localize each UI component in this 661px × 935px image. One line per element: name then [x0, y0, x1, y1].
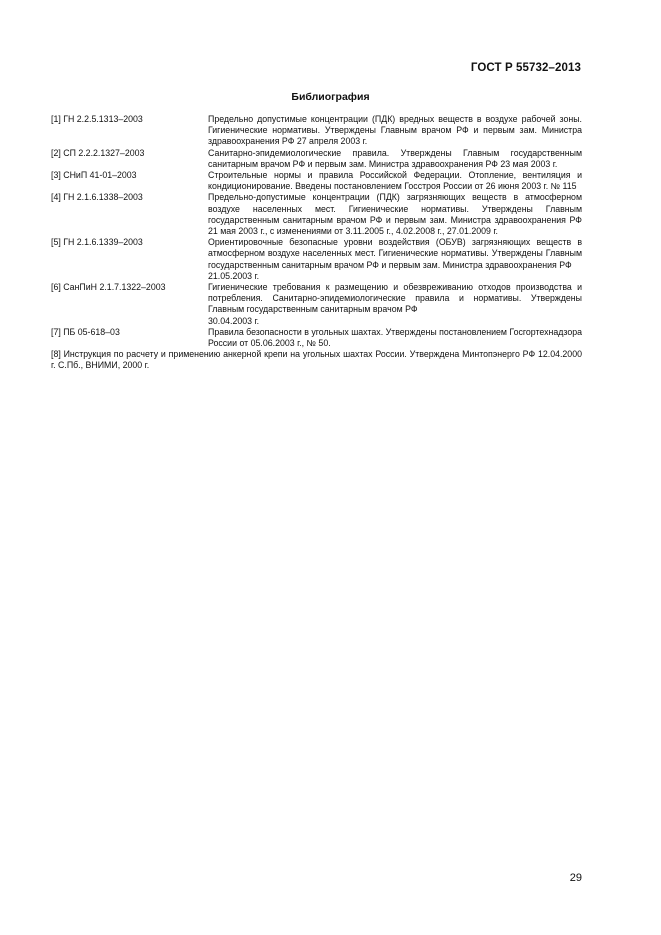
- bibliography-title: Библиография: [291, 91, 370, 103]
- bibliography-ref: [5] ГН 2.1.6.1339–2003: [51, 237, 143, 248]
- page-number: 29: [569, 872, 582, 884]
- bibliography-entry-full: [8] Инструкция по расчету и применению анкерной крепи на угольных шахтах России. Утверждена Минтопэнерго РФ 12.04.2000 г. С.Пб., ВНИМИ, 2000 г.: [51, 349, 582, 371]
- bibliography-ref: [6] СанПиН 2.1.7.1322–2003: [51, 282, 166, 293]
- bibliography-ref: [3] СНиП 41-01–2003: [51, 170, 137, 181]
- bibliography-date: 21.05.2003 г.: [208, 270, 260, 281]
- bibliography-text: Санитарно-эпидемиологические правила. Утверждены Главным государственным санитарным врачом РФ и первым зам. Министра здравоохранения РФ 23 мая 2003 г.: [208, 147, 582, 169]
- bibliography-entry: [51, 148, 582, 170]
- bibliography-ref: [7] ПБ 05-618–03: [51, 326, 120, 337]
- bibliography-text: Предельно-допустимые концентрации (ПДК) загрязняющих веществ в атмосферном воздухе населенных мест. Гигиенические нормативы. Утверждены Главным государственным санитарным врачом РФ и первым зам. Министра здравоохранения РФ 21 мая 2003 г., с изменениями от 3.11.2005 г., 4.02.2008 г., 27.01.2009 г.: [208, 192, 582, 237]
- bibliography-entry: [51, 327, 582, 349]
- bibliography-text: Гигиенические требования к размещению и обезвреживанию отходов производства и потребления. Санитарно-эпидемиологические правила и нормативы. Утверждены Главным государственным санитарным врачом РФ: [208, 282, 582, 315]
- bibliography-date: 30.04.2003 г.: [208, 315, 260, 326]
- bibliography-ref: [1] ГН 2.2.5.1313–2003: [51, 114, 143, 124]
- bibliography-entry: [51, 192, 582, 237]
- bibliography-text: Ориентировочные безопасные уровни воздействия (ОБУВ) загрязняющих веществ в атмосферном воздухе населенных мест. Гигиенические нормативы. Утверждены Главным государственным санитарным врачом РФ и первым зам. Министра здравоохранения РФ: [208, 237, 582, 270]
- bibliography-entry: [51, 237, 582, 282]
- document-code: ГОСТ Р 55732–2013: [470, 62, 581, 74]
- bibliography-text: Правила безопасности в угольных шахтах. Утверждены постановлением Госгортехнадзора России от 05.06.2003 г., № 50.: [208, 326, 582, 349]
- bibliography-list: [51, 114, 582, 372]
- bibliography-text-block: [208, 282, 582, 327]
- bibliography-ref: [2] СП 2.2.2.1327–2003: [51, 147, 145, 158]
- bibliography-entry: [51, 170, 582, 192]
- bibliography-entry: [51, 282, 582, 327]
- bibliography-text-block: [208, 237, 582, 282]
- bibliography-ref: [4] ГН 2.1.6.1338–2003: [51, 192, 143, 203]
- bibliography-text: Предельно допустимые концентрации (ПДК) вредных веществ в воздухе рабочей зоны. Гигиенические нормативы. Утверждены Главным врачом РФ и первым зам. Министра здравоохранения РФ 27 апреля 2003 г.: [208, 114, 582, 147]
- bibliography-text: Строительные нормы и правила Российской Федерации. Отопление, вентиляция и кондиционирование. Введены постановлением Госстроя России от 26 июня 2003 г. № 115: [208, 170, 582, 192]
- bibliography-entry: [51, 114, 582, 148]
